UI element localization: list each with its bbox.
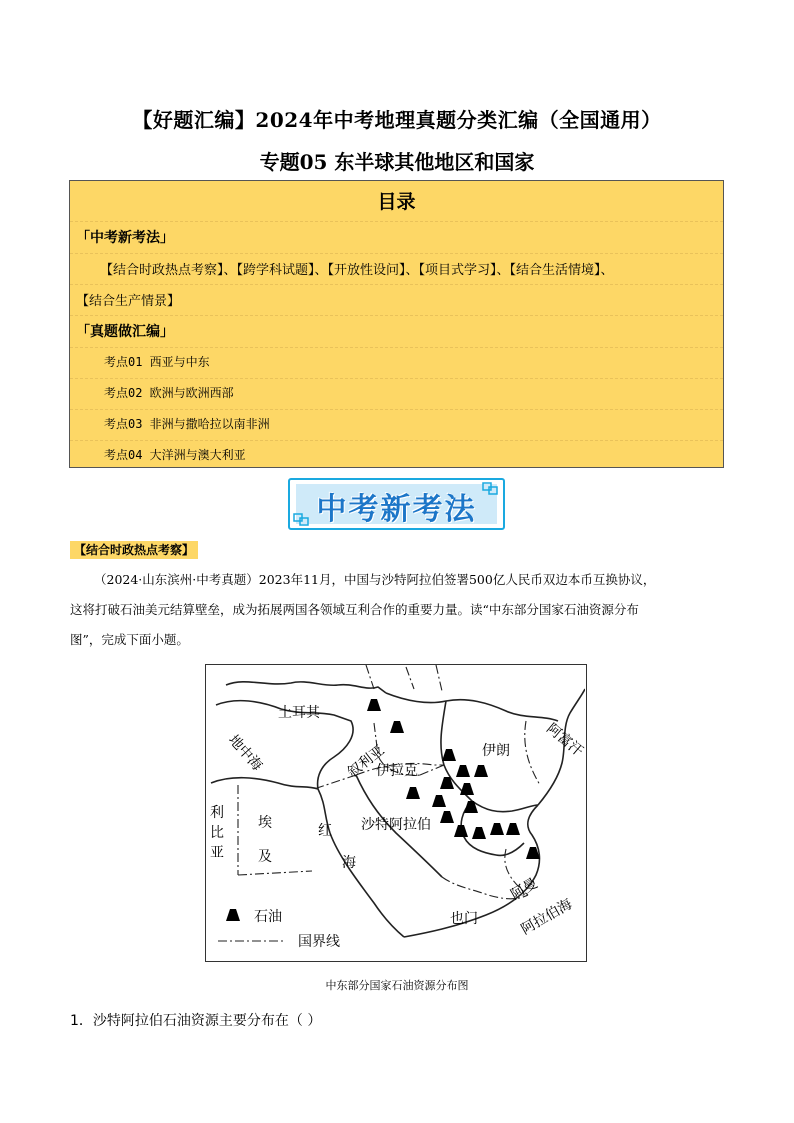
- label-iraq: 伊拉克: [376, 763, 418, 779]
- table-of-contents: [69, 180, 724, 468]
- toc-title: 目录: [377, 191, 416, 213]
- legend-oil-label: 石油: [254, 909, 282, 925]
- section-tag: 【结合时政热点考察】: [70, 541, 198, 559]
- label-redsea-1: 红: [318, 823, 332, 839]
- document-subtitle: 专题05 东半球其他地区和国家: [259, 150, 535, 174]
- toc-section-new-methods[interactable]: 「中考新考法」: [76, 230, 174, 246]
- label-redsea-2: 海: [342, 855, 356, 871]
- legend-border-label: 国界线: [298, 934, 340, 950]
- toc-new-methods-line2[interactable]: 【结合生产情景】: [76, 294, 181, 309]
- label-saudi: 沙特阿拉伯: [361, 817, 431, 833]
- label-iran: 伊朗: [482, 743, 510, 759]
- toc-new-methods-line1[interactable]: 【结合时政热点考察】、【跨学科试题】、【开放性设问】、【项目式学习】、【结合生活情境】、: [100, 263, 614, 278]
- label-egypt-1: 埃: [258, 815, 272, 831]
- label-mediterranean: 地中海: [225, 732, 266, 775]
- oil-markers: [367, 699, 540, 859]
- label-oman: 阿曼: [508, 875, 541, 904]
- label-arabian-sea: 阿拉伯海: [518, 896, 575, 939]
- middle-east-oil-map: [205, 664, 587, 962]
- passage-line-2: 这将打破石油美元结算壁垒，成为拓展两国各领域互利合作的重要力量。读“中东部分国家石油资源分布: [70, 602, 639, 617]
- label-yemen: 也门: [450, 911, 478, 927]
- map-caption: 中东部分国家石油资源分布图: [325, 979, 469, 992]
- label-syria: 叙利亚: [344, 742, 388, 782]
- label-egypt-2: 及: [258, 849, 272, 865]
- passage-line-1: （2024·山东滨州·中考真题）2023年11月，中国与沙特阿拉伯签署500亿人民币双边本币互换协议，: [94, 572, 656, 587]
- label-libya-1: 利: [210, 805, 224, 821]
- section-banner: [288, 478, 505, 530]
- label-turkey: 土耳其: [278, 705, 320, 721]
- question-1: 1．沙特阿拉伯石油资源主要分布在（ ）: [70, 1013, 322, 1029]
- toc-item-2[interactable]: 考点02 欧洲与欧洲西部: [104, 386, 234, 400]
- label-afghanistan: 阿富汗: [543, 720, 585, 760]
- banner-label: 中考新考法: [316, 492, 477, 527]
- legend-oil-icon: [226, 909, 240, 921]
- passage-line-3: 图”，完成下面小题。: [70, 632, 189, 647]
- toc-section-real-exams[interactable]: 「真题做汇编」: [76, 324, 174, 340]
- toc-item-3[interactable]: 考点03 非洲与撒哈拉以南非洲: [104, 417, 270, 431]
- toc-item-1[interactable]: 考点01 西亚与中东: [104, 355, 210, 369]
- toc-item-4[interactable]: 考点04 大洋洲与澳大利亚: [104, 448, 246, 462]
- document-title: 【好题汇编】2024年中考地理真题分类汇编（全国通用）: [132, 108, 662, 132]
- label-libya-2: 比: [210, 825, 224, 841]
- label-libya-3: 亚: [210, 845, 224, 861]
